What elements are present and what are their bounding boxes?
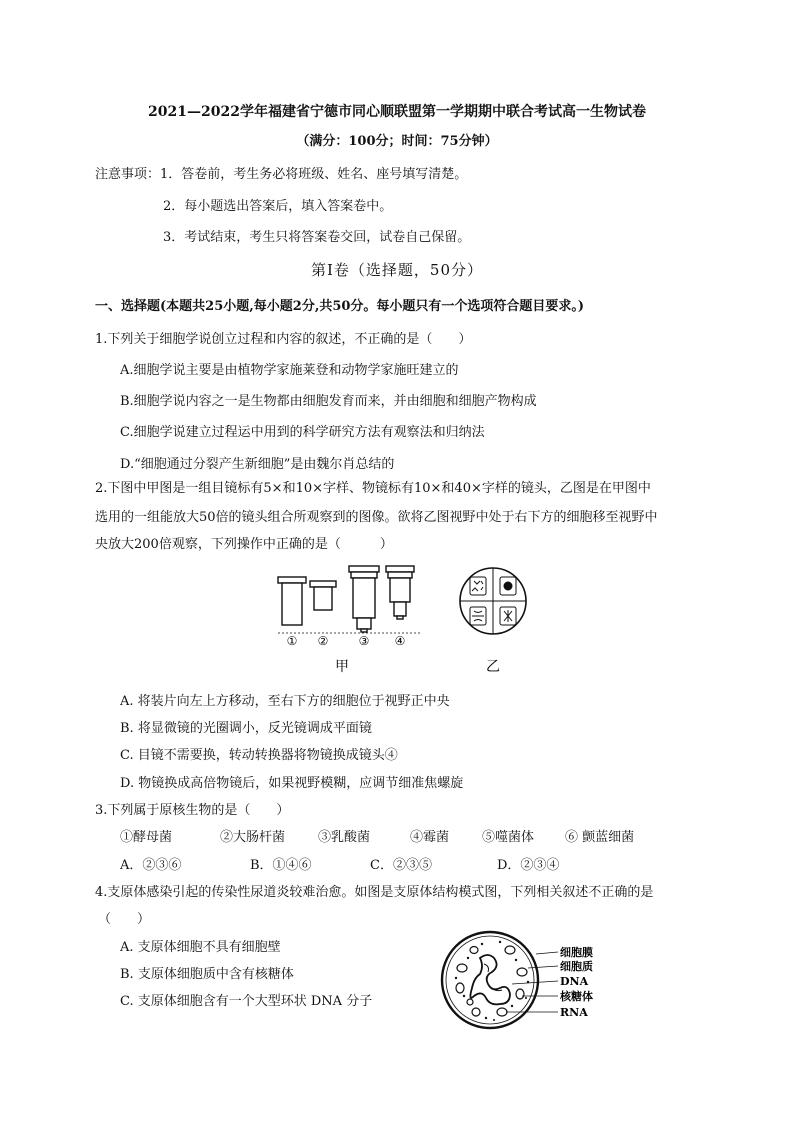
label-rna: RNA (560, 1006, 588, 1019)
q3-option-c: C．②③⑤ (370, 858, 432, 873)
exam-title: 2021—2022学年福建省宁德市同心顺联盟第一学期期中联合考试高一生物试卷 (148, 104, 646, 120)
part1-title: 第Ⅰ卷（选择题，50分） (310, 261, 483, 279)
q4-option-a: A. 支原体细胞不具有细胞壁 (120, 940, 281, 955)
notes-text-1: 1．答卷前，考生务必将班级、姓名、座号填写清楚。 (160, 167, 468, 182)
q2-option-c: C. 目镜不需要换，转动转换器将物镜换成镜头④ (120, 748, 398, 763)
label-dna: DNA (560, 975, 589, 988)
lens-label-3: ③ (358, 634, 370, 648)
lens-1-icon (278, 577, 306, 625)
notes-lead: 注意事项： (95, 167, 161, 182)
label-cytoplasm: 细胞质 (560, 960, 593, 973)
notes-item-2: 2．每小题选出答案后，填入答案卷中。 (163, 199, 393, 214)
q4-stem-line-2: （ ） (98, 912, 151, 927)
lens-label-2: ② (317, 634, 329, 648)
lens-4-icon (386, 566, 414, 619)
label-cell-membrane: 细胞膜 (560, 946, 593, 959)
mycoplasma-figure (440, 928, 600, 1033)
q3-item-5: ⑤噬菌体 (482, 830, 535, 845)
q3-item-3: ③乳酸菌 (318, 830, 371, 845)
q3-item-6: ⑥ 颤蓝细菌 (565, 830, 635, 845)
lens-2-icon (310, 581, 336, 610)
figure-label-yi: 乙 (486, 659, 500, 675)
section1-heading: 一、选择题(本题共25小题,每小题2分,共50分。每小题只有一个选项符合题目要求。) (95, 299, 585, 314)
q2-stem-line-3: 央放大200倍观察，下列操作中正确的是（ ） (95, 537, 393, 552)
lens-label-4: ④ (394, 634, 406, 648)
q1-option-d: D.“细胞通过分裂产生新细胞”是由魏尔肖总结的 (120, 457, 395, 472)
q3-option-d: D．②③④ (497, 858, 560, 873)
q4-option-c: C. 支原体细胞含有一个大型环状 DNA 分子 (120, 994, 373, 1009)
q1-stem: 1.下列关于细胞学说创立过程和内容的叙述，不正确的是（ ） (95, 332, 472, 347)
lens-3-icon (349, 566, 379, 632)
q1-option-c: C.细胞学说建立过程运中用到的科学研究方法有观察法和归纳法 (120, 425, 485, 440)
lens-figure-jia (270, 563, 430, 678)
label-ribosome: 核糖体 (560, 990, 593, 1003)
q3-item-4: ④霉菌 (410, 830, 450, 845)
q2-option-a: A. 将装片向左上方移动，至右下方的细胞位于视野正中央 (120, 694, 450, 709)
q3-item-1: ①酵母菌 (120, 830, 173, 845)
q2-stem-line-2: 选用的一组能放大50倍的镜头组合所观察到的图像。欲将乙图视野中处于右下方的细胞移至视野中 (95, 510, 658, 525)
q3-stem: 3.下列属于原核生物的是（ ） (95, 803, 290, 818)
lens-label-1: ① (286, 634, 298, 648)
q2-stem-line-1: 2.下图中甲图是一组目镜标有5×和10×字样、物镜标有10×和40×字样的镜头，乙图是在甲图中 (95, 481, 651, 496)
field-of-view-figure-yi (448, 563, 538, 678)
q1-option-b: B.细胞学说内容之一是生物都由细胞发育而来，并由细胞和细胞产物构成 (120, 394, 537, 409)
q3-item-2: ②大肠杆菌 (220, 830, 286, 845)
q4-stem-line-1: 4.支原体感染引起的传染性尿道炎较难治愈。如图是支原体结构模式图，下列相关叙述不正确的是 (95, 885, 654, 900)
q4-option-b: B. 支原体细胞质中含有核糖体 (120, 967, 294, 982)
q3-option-b: B．①④⑥ (250, 858, 312, 873)
q2-option-b: B. 将显微镜的光圈调小，反光镜调成平面镜 (120, 721, 372, 736)
q2-option-d: D. 物镜换成高倍物镜后，如果视野模糊，应调节细准焦螺旋 (120, 776, 464, 791)
exam-subtitle: （满分：100分；时间：75分钟） (296, 134, 498, 149)
mycoplasma-cell-icon (442, 932, 538, 1028)
q1-option-a: A.细胞学说主要是由植物学家施莱登和动物学家施旺建立的 (120, 363, 459, 378)
notes-item-3: 3．考试结束，考生只将答案卷交回，试卷自己保留。 (163, 230, 471, 245)
q3-option-a: A．②③⑥ (120, 858, 182, 873)
notes-item-1 (95, 166, 467, 184)
figure-label-jia: 甲 (335, 659, 349, 675)
